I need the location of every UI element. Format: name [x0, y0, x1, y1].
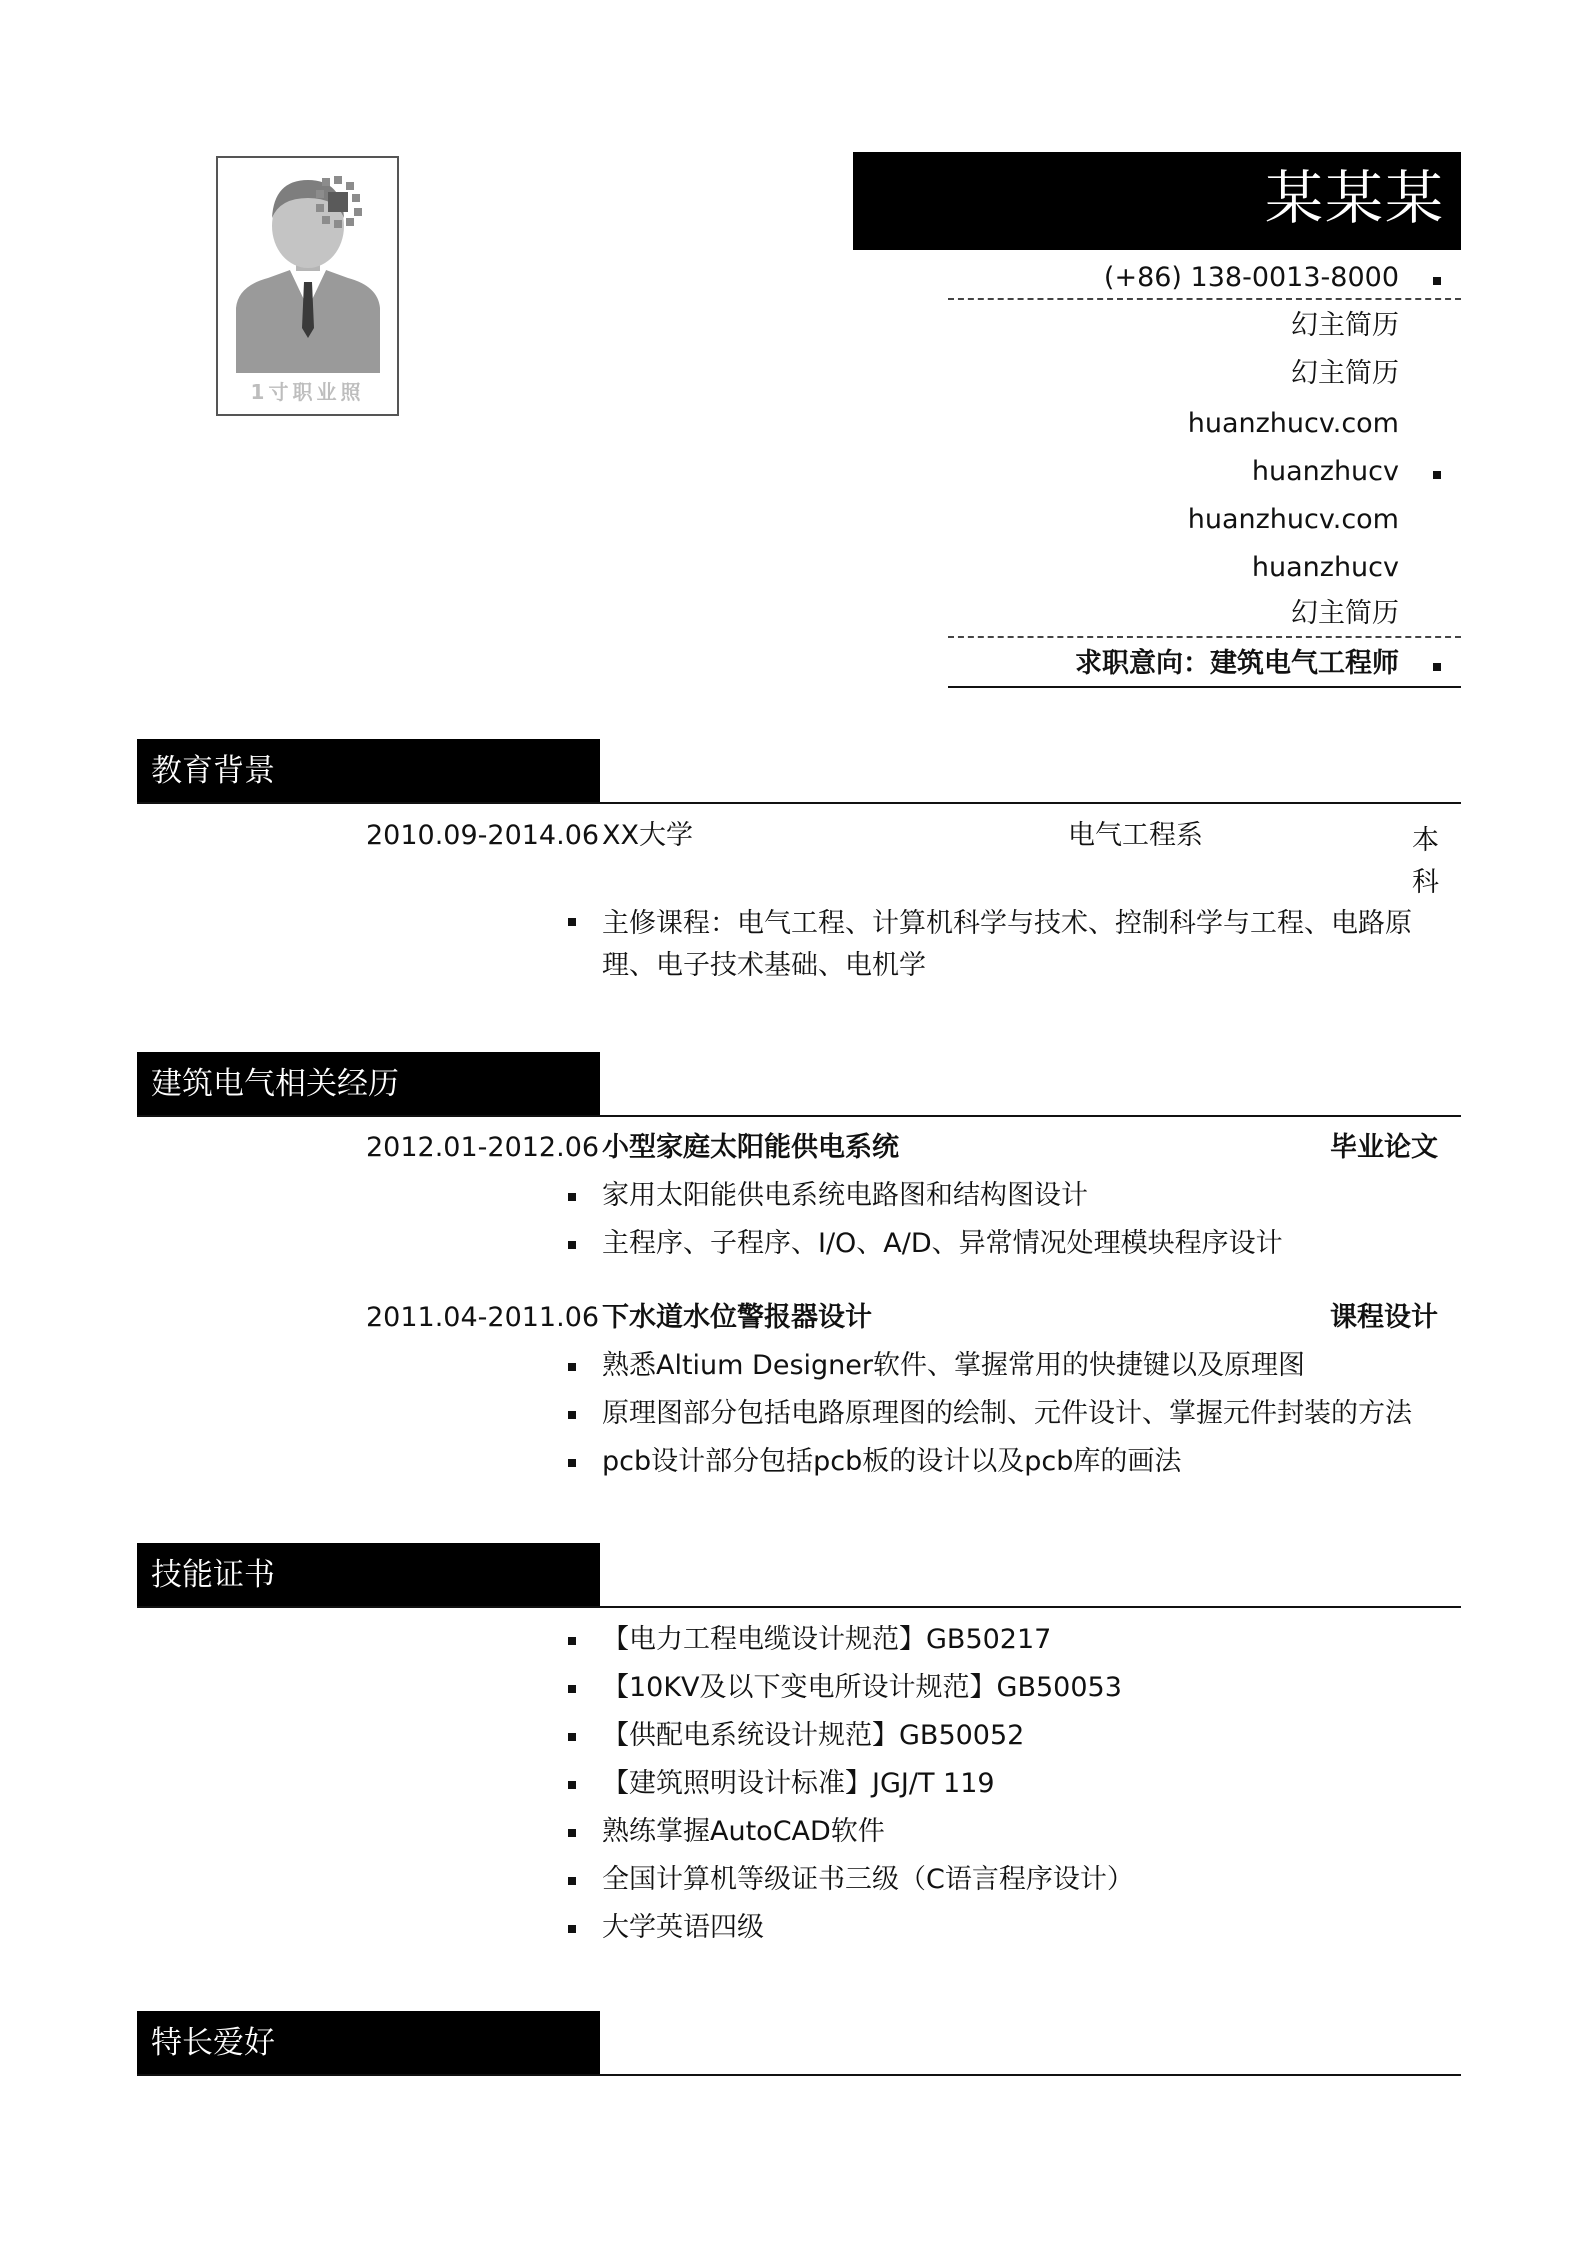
experience-date: 2011.04-2011.06: [366, 1302, 600, 1333]
experience-date: 2012.01-2012.06: [366, 1132, 600, 1163]
contact-line: 幻主简历: [1291, 358, 1399, 389]
section-title: 建筑电气相关经历: [151, 1066, 399, 1102]
section-title: 特长爱好: [151, 2025, 275, 2061]
bullet-icon: [568, 1877, 576, 1885]
contact-line: huanzhucv: [1251, 456, 1399, 487]
divider: [948, 686, 1461, 688]
divider: [948, 298, 1461, 300]
education-major: 电气工程系: [1068, 820, 1203, 851]
bullet-icon: [568, 918, 576, 926]
experience-name: 小型家庭太阳能供电系统: [602, 1132, 899, 1163]
bullet-icon: [568, 1685, 576, 1693]
experience-point: 主程序、子程序、I/O、A/D、异常情况处理模块程序设计: [602, 1228, 1283, 1259]
bullet-icon: [568, 1829, 576, 1837]
section-rule: [137, 1606, 1461, 1608]
education-date: 2010.09-2014.06: [366, 820, 600, 851]
experience-point: 原理图部分包括电路原理图的绘制、元件设计、掌握元件封装的方法: [602, 1398, 1412, 1429]
name-banner: [853, 152, 1461, 250]
bullet-icon: [568, 1781, 576, 1789]
contact-line: huanzhucv: [1251, 552, 1399, 583]
section-rule: [137, 802, 1461, 804]
photo-caption: 1寸职业照: [250, 380, 365, 404]
contact-line: 幻主简历: [1291, 310, 1399, 341]
divider: [948, 636, 1461, 638]
bullet-icon: [568, 1193, 576, 1201]
bullet-icon: [568, 1241, 576, 1249]
experience-name: 下水道水位警报器设计: [602, 1302, 872, 1333]
skill-item: 【10KV及以下变电所设计规范】GB50053: [602, 1672, 1122, 1703]
phone-bullet-icon: [1433, 277, 1441, 285]
experience-point: 熟悉Altium Designer软件、掌握常用的快捷键以及原理图: [602, 1350, 1305, 1381]
section-title: 教育背景: [151, 753, 275, 789]
education-school: XX大学: [602, 820, 693, 851]
bullet-icon: [568, 1459, 576, 1467]
contact-bullet-icon: [1433, 471, 1441, 479]
bullet-icon: [568, 1363, 576, 1371]
experience-point: pcb设计部分包括pcb板的设计以及pcb库的画法: [602, 1446, 1182, 1477]
section-title: 技能证书: [151, 1557, 275, 1593]
contact-line: 幻主简历: [1291, 598, 1399, 629]
bullet-icon: [568, 1925, 576, 1933]
contact-website: huanzhucv.com: [1187, 504, 1399, 535]
intent-bullet-icon: [1433, 663, 1441, 671]
education-courses: 主修课程：电气工程、计算机科学与技术、控制科学与工程、电路原理、电子技术基础、电机学: [602, 908, 1412, 981]
contact-phone: (+86) 138-0013-8000: [1103, 262, 1399, 293]
experience-point: 家用太阳能供电系统电路图和结构图设计: [602, 1180, 1088, 1211]
skill-item: 【供配电系统设计规范】GB50052: [602, 1720, 1025, 1751]
bullet-icon: [568, 1733, 576, 1741]
experience-type: 毕业论文: [1330, 1132, 1438, 1163]
skill-item: 【建筑照明设计标准】JGJ/T 119: [602, 1768, 995, 1799]
skill-item: 大学英语四级: [602, 1912, 764, 1943]
profile-photo: [216, 156, 399, 416]
section-rule: [137, 2074, 1461, 2076]
bullet-icon: [568, 1637, 576, 1645]
candidate-name: 某某某: [1264, 164, 1445, 232]
skill-item: 【电力工程电缆设计规范】GB50217: [602, 1624, 1052, 1655]
contact-website: huanzhucv.com: [1187, 408, 1399, 439]
bullet-icon: [568, 1411, 576, 1419]
skill-item: 熟练掌握AutoCAD软件: [602, 1816, 885, 1847]
section-rule: [137, 1115, 1461, 1117]
experience-type: 课程设计: [1330, 1302, 1438, 1333]
education-degree: 本科: [1412, 825, 1439, 898]
job-intent: 求职意向：建筑电气工程师: [1075, 648, 1399, 679]
skill-item: 全国计算机等级证书三级（C语言程序设计）: [602, 1864, 1134, 1895]
